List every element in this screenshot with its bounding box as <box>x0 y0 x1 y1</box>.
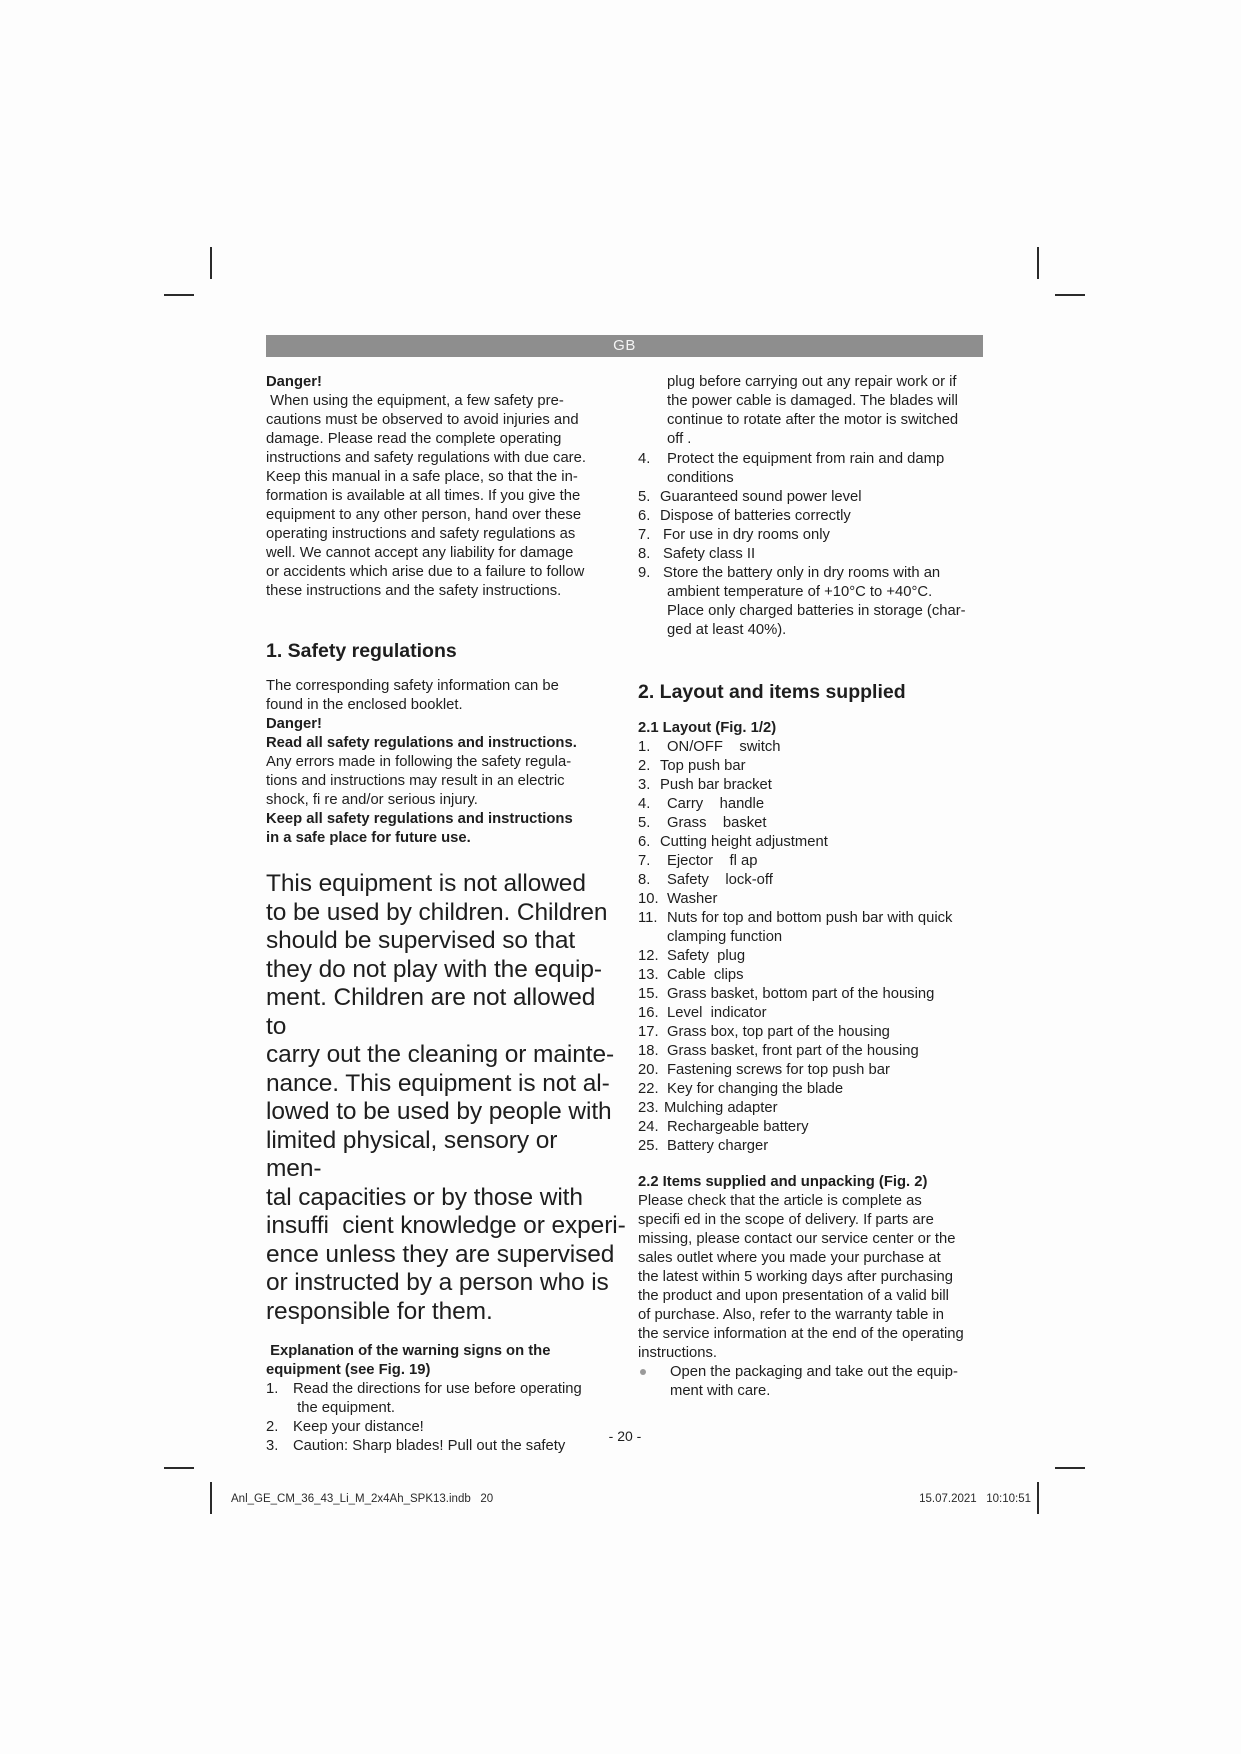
list-item <box>638 738 988 757</box>
text-line: Please check that the article is complete as <box>638 1193 922 1209</box>
list-item <box>638 776 988 795</box>
list-item <box>266 1380 618 1418</box>
text-line: Guaranteed sound power level <box>660 489 862 505</box>
item-number: 9. <box>638 565 651 581</box>
item-number: 11. <box>638 910 658 926</box>
text-line: Safety lock-off <box>667 872 773 888</box>
text-line: When using the equipment, a few safety pre- <box>266 393 564 409</box>
danger-title: Danger! <box>266 716 322 732</box>
text-line: limited physical, sensory or men- <box>266 1126 558 1182</box>
item-number: 22. <box>638 1081 659 1097</box>
continued-paragraph <box>638 373 988 449</box>
text-line: conditions <box>667 470 734 486</box>
page-number: - 20 - <box>608 1428 642 1444</box>
read-all-heading: Read all safety regulations and instructions. <box>266 735 577 751</box>
text-line: Cutting height adjustment <box>660 834 828 850</box>
crop-mark <box>1055 1467 1085 1469</box>
text-line: Explanation of the warning signs on the <box>266 1343 551 1359</box>
item-number: 7. <box>638 527 651 543</box>
text-line: For use in dry rooms only <box>663 527 830 543</box>
text-line: or instructed by a person who is <box>266 1269 609 1296</box>
danger-paragraph <box>266 392 618 601</box>
list-item <box>638 871 988 890</box>
list-item <box>638 814 988 833</box>
list-item <box>638 1061 988 1080</box>
text-line: Nuts for top and bottom push bar with quick <box>667 910 953 926</box>
text-line: should be supervised so that <box>266 927 576 954</box>
text-line: Level indicator <box>667 1005 767 1021</box>
text-line: or accidents which arise due to a failure to follow <box>266 564 585 580</box>
text-line: Ejector fl ap <box>667 853 758 869</box>
subsection-heading: 2.2 Items supplied and unpacking (Fig. 2) <box>638 1174 928 1190</box>
item-number: 8. <box>638 546 651 562</box>
item-number: 3. <box>638 777 651 793</box>
item-number: 1. <box>266 1381 279 1397</box>
right-column <box>638 373 988 1401</box>
text-line: Grass box, top part of the housing <box>667 1024 890 1040</box>
text-line: carry out the cleaning or mainte- <box>266 1041 615 1068</box>
crop-mark <box>1055 294 1085 296</box>
item-number: 5. <box>638 489 651 505</box>
list-item <box>638 909 988 947</box>
list-item <box>638 488 988 507</box>
crop-mark <box>164 1467 194 1469</box>
list-item <box>638 966 988 985</box>
text-line: Battery charger <box>667 1138 769 1154</box>
text-line: the product and upon presentation of a valid bill <box>638 1288 949 1304</box>
item-number: 2. <box>638 758 651 774</box>
list-item <box>638 947 988 966</box>
text-line: Place only charged batteries in storage (char- <box>667 603 966 619</box>
text-line: Caution: Sharp blades! Pull out the safety <box>293 1438 566 1454</box>
text-line: Push bar bracket <box>660 777 772 793</box>
text-line: equipment (see Fig. 19) <box>266 1362 431 1378</box>
item-number: 17. <box>638 1024 659 1040</box>
text-line: ged at least 40%). <box>667 622 787 638</box>
text-line: Top push bar <box>660 758 746 774</box>
section-heading: 1. Safety regulations <box>266 640 457 662</box>
list-item <box>638 564 988 640</box>
warning-signs-heading <box>266 1342 618 1380</box>
list-item <box>638 1137 988 1156</box>
text-line: Key for changing the blade <box>667 1081 844 1097</box>
text-line: formation is available at all times. If you give the <box>266 488 581 504</box>
section-heading: 2. Layout and items supplied <box>638 681 906 703</box>
warning-signs-list <box>266 1380 618 1456</box>
text-line: the latest within 5 working days after purchasing <box>638 1269 954 1285</box>
bullet-icon <box>640 1369 646 1375</box>
text-line: Any errors made in following the safety regula- <box>266 754 572 770</box>
text-line: responsible for them. <box>266 1297 493 1325</box>
text-line: ence unless they are supervised <box>266 1240 615 1268</box>
text-line: cautions must be observed to avoid injuries and <box>266 412 579 428</box>
text-line: specifi ed in the scope of delivery. If parts are <box>638 1212 934 1228</box>
item-number: 4. <box>638 451 651 467</box>
footer-filename: Anl_GE_CM_36_43_Li_M_2x4Ah_SPK13.indb 20 <box>231 1493 494 1505</box>
booklet-paragraph <box>266 677 618 715</box>
text-line: tal capacities or by those with <box>266 1183 583 1211</box>
text-line: Washer <box>667 891 718 907</box>
text-line: This equipment is not allowed <box>266 870 586 897</box>
item-number: 12. <box>638 948 659 964</box>
list-item <box>638 1099 988 1118</box>
crop-mark <box>1037 1482 1039 1514</box>
list-item <box>638 833 988 852</box>
list-item <box>638 450 988 488</box>
text-line: ment with care. <box>670 1383 771 1399</box>
layout-parts-list <box>638 738 988 1156</box>
text-line: they do not play with the equip- <box>266 955 602 983</box>
text-line: Protect the equipment from rain and damp <box>667 451 945 467</box>
crop-mark <box>164 294 194 296</box>
text-line: Mulching adapter <box>664 1100 778 1116</box>
item-number: 3. <box>266 1438 279 1454</box>
text-line: clamping function <box>667 929 783 945</box>
list-item <box>638 757 988 776</box>
item-number: 6. <box>638 508 651 524</box>
list-item <box>638 1004 988 1023</box>
crop-mark <box>210 1482 212 1514</box>
text-line: continue to rotate after the motor is switched <box>667 412 959 428</box>
item-number: 24. <box>638 1119 659 1135</box>
text-line: Safety class II <box>663 546 756 562</box>
text-line: the power cable is damaged. The blades will <box>667 393 958 409</box>
list-item <box>638 507 988 526</box>
text-line: the equipment. <box>293 1400 396 1416</box>
text-line: missing, please contact our service center or the <box>638 1231 956 1247</box>
text-line: Grass basket, bottom part of the housing <box>667 986 935 1002</box>
footer-timestamp: 15.07.2021 10:10:51 <box>919 1493 1031 1505</box>
text-line: Rechargeable battery <box>667 1119 809 1135</box>
text-line: in a safe place for future use. <box>266 830 471 846</box>
item-number: 4. <box>638 796 651 812</box>
text-line: Grass basket <box>667 815 767 831</box>
warning-signs-list-continued <box>638 450 988 640</box>
text-line: well. We cannot accept any liability for damage <box>266 545 574 561</box>
item-number: 15. <box>638 986 659 1002</box>
text-line: Carry handle <box>667 796 765 812</box>
item-number: 6. <box>638 834 651 850</box>
list-item <box>638 1080 988 1099</box>
item-number: 1. <box>638 739 651 755</box>
text-line: found in the enclosed booklet. <box>266 697 463 713</box>
children-warning <box>266 870 626 1326</box>
list-item <box>638 545 988 564</box>
text-line: damage. Please read the complete operating <box>266 431 562 447</box>
text-line: The corresponding safety information can be <box>266 678 559 694</box>
item-number: 10. <box>638 891 659 907</box>
list-item <box>638 1023 988 1042</box>
text-line: plug before carrying out any repair work or if <box>667 374 957 390</box>
text-line: ment. Children are not allowed to <box>266 984 596 1040</box>
item-number: 16. <box>638 1005 659 1021</box>
item-number: 5. <box>638 815 651 831</box>
text-line: of purchase. Also, refer to the warranty table in <box>638 1307 944 1323</box>
list-item <box>638 1042 988 1061</box>
crop-mark <box>210 247 212 279</box>
keep-paragraph <box>266 810 618 848</box>
subsection-heading: 2.1 Layout (Fig. 1/2) <box>638 720 777 736</box>
text-line: sales outlet where you made your purchase at <box>638 1250 941 1266</box>
text-line: Dispose of batteries correctly <box>660 508 851 524</box>
text-line: to be used by children. Children <box>266 898 608 926</box>
errors-paragraph <box>266 753 618 810</box>
list-item <box>638 1118 988 1137</box>
text-line: instructions. <box>638 1345 717 1361</box>
text-line: equipment to any other person, hand over these <box>266 507 582 523</box>
list-item <box>638 890 988 909</box>
text-line: nance. This equipment is not al- <box>266 1069 610 1097</box>
text-line: Store the battery only in dry rooms with an <box>663 565 941 581</box>
item-number: 2. <box>266 1419 279 1435</box>
unpacking-bullet <box>638 1363 988 1401</box>
text-line: the service information at the end of the operating <box>638 1326 964 1342</box>
text-line: off . <box>667 431 692 447</box>
text-line: insuffi cient knowledge or experi- <box>266 1212 626 1239</box>
item-number: 23. <box>638 1100 659 1116</box>
supplied-paragraph <box>638 1192 988 1363</box>
text-line: lowed to be used by people with <box>266 1098 612 1125</box>
text-line: instructions and safety regulations with due care. <box>266 450 586 466</box>
list-item <box>638 852 988 871</box>
list-item <box>638 985 988 1004</box>
text-line: Keep your distance! <box>293 1419 424 1435</box>
text-line: operating instructions and safety regulations as <box>266 526 576 542</box>
language-header: GB <box>266 335 983 357</box>
text-line: Read the directions for use before operating <box>293 1381 582 1397</box>
item-number: 13. <box>638 967 659 983</box>
text-line: Keep all safety regulations and instructions <box>266 811 573 827</box>
item-number: 25. <box>638 1138 659 1154</box>
crop-mark <box>1037 247 1039 279</box>
text-line: Open the packaging and take out the equip- <box>670 1364 958 1380</box>
danger-title: Danger! <box>266 374 322 390</box>
text-line: Fastening screws for top push bar <box>667 1062 890 1078</box>
text-line: tions and instructions may result in an electric <box>266 773 565 789</box>
text-line: these instructions and the safety instructions. <box>266 583 562 599</box>
item-number: 8. <box>638 872 651 888</box>
text-line: Grass basket, front part of the housing <box>667 1043 919 1059</box>
list-item <box>638 795 988 814</box>
text-line: Cable clips <box>667 967 744 983</box>
text-line: Safety plug <box>667 948 746 964</box>
text-line: shock, fi re and/or serious injury. <box>266 792 478 808</box>
item-number: 7. <box>638 853 651 869</box>
text-line: ON/OFF switch <box>667 739 781 755</box>
list-item <box>638 526 988 545</box>
item-number: 20. <box>638 1062 659 1078</box>
text-line: Keep this manual in a safe place, so that the in- <box>266 469 578 485</box>
text-line: ambient temperature of +10°C to +40°C. <box>667 584 933 600</box>
item-number: 18. <box>638 1043 659 1059</box>
